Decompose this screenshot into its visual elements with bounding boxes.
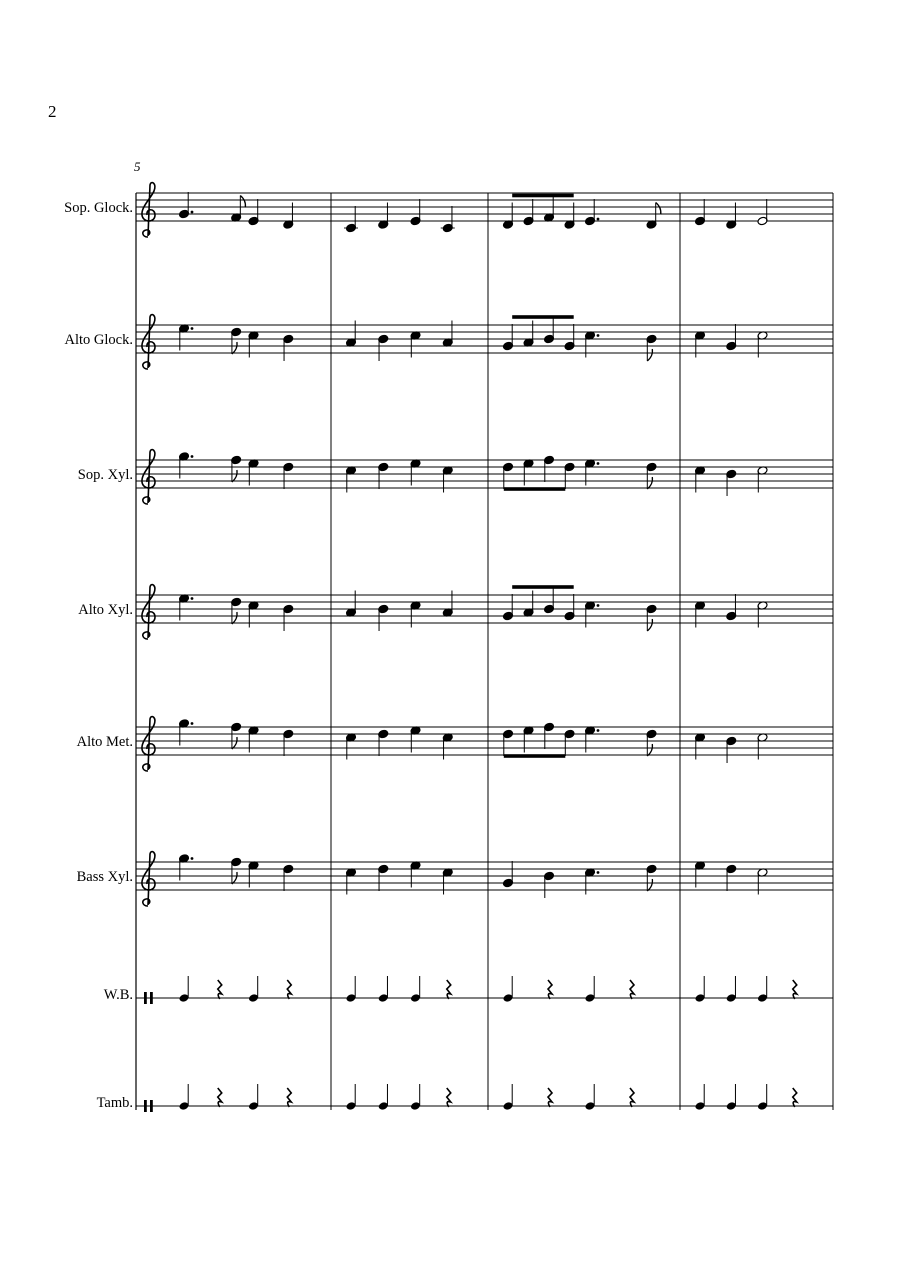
augmentation-dot bbox=[597, 871, 600, 874]
augmentation-dot bbox=[191, 857, 194, 860]
quarter-rest bbox=[548, 1088, 552, 1107]
augmentation-dot bbox=[597, 218, 600, 221]
percussion-clef bbox=[144, 1100, 147, 1112]
quarter-rest bbox=[218, 980, 222, 999]
eighth-flag bbox=[232, 612, 237, 624]
eighth-flag bbox=[240, 196, 245, 208]
augmentation-dot bbox=[597, 729, 600, 732]
augmentation-dot bbox=[191, 455, 194, 458]
quarter-rest bbox=[218, 1088, 222, 1107]
staff-2 bbox=[136, 450, 833, 504]
augmentation-dot bbox=[597, 462, 600, 465]
quarter-rest bbox=[287, 980, 291, 999]
label-alto-glock: Alto Glock. bbox=[64, 332, 133, 348]
beam bbox=[504, 754, 566, 758]
augmentation-dot bbox=[191, 327, 194, 330]
augmentation-dot bbox=[597, 334, 600, 337]
staff-5 bbox=[136, 852, 833, 906]
staff-7 bbox=[136, 1084, 833, 1112]
staff-6 bbox=[136, 976, 833, 1004]
augmentation-dot bbox=[191, 597, 194, 600]
eighth-flag bbox=[647, 349, 652, 361]
label-alto-met: Alto Met. bbox=[76, 734, 133, 750]
eighth-flag bbox=[647, 477, 652, 489]
staff-4 bbox=[136, 717, 833, 771]
eighth-flag bbox=[656, 203, 661, 215]
eighth-flag bbox=[647, 619, 652, 631]
label-wood-block: W.B. bbox=[103, 987, 133, 1003]
augmentation-dot bbox=[191, 211, 194, 214]
eighth-flag bbox=[232, 872, 237, 884]
quarter-rest bbox=[630, 980, 634, 999]
staff-3 bbox=[136, 585, 833, 639]
label-sop-xyl: Sop. Xyl. bbox=[77, 467, 133, 483]
augmentation-dot bbox=[597, 604, 600, 607]
eighth-flag bbox=[232, 342, 237, 354]
augmentation-dot bbox=[191, 722, 194, 725]
treble-clef bbox=[142, 585, 155, 639]
quarter-rest bbox=[447, 1088, 451, 1107]
quarter-rest bbox=[548, 980, 552, 999]
eighth-flag bbox=[647, 879, 652, 891]
beam bbox=[512, 194, 574, 198]
beam bbox=[512, 585, 574, 589]
percussion-clef bbox=[150, 992, 153, 1004]
label-alto-xyl: Alto Xyl. bbox=[78, 602, 133, 618]
treble-clef bbox=[142, 717, 155, 771]
quarter-rest bbox=[287, 1088, 291, 1107]
label-bass-xyl: Bass Xyl. bbox=[76, 869, 133, 885]
treble-clef bbox=[142, 315, 155, 369]
beam bbox=[504, 487, 566, 491]
treble-clef bbox=[142, 450, 155, 504]
eighth-flag bbox=[647, 744, 652, 756]
quarter-rest bbox=[793, 980, 797, 999]
eighth-flag bbox=[232, 737, 237, 749]
percussion-clef bbox=[150, 1100, 153, 1112]
page-number: 2 bbox=[48, 102, 57, 121]
eighth-flag bbox=[232, 470, 237, 482]
measure-number: 5 bbox=[134, 159, 141, 174]
quarter-rest bbox=[630, 1088, 634, 1107]
quarter-rest bbox=[447, 980, 451, 999]
treble-clef bbox=[142, 852, 155, 906]
label-tambourine: Tamb. bbox=[96, 1095, 133, 1111]
beam bbox=[512, 315, 574, 319]
quarter-rest bbox=[793, 1088, 797, 1107]
label-sop-glock: Sop. Glock. bbox=[64, 200, 133, 216]
staff-1 bbox=[136, 315, 833, 369]
staff-0 bbox=[136, 183, 833, 237]
treble-clef bbox=[142, 183, 155, 237]
percussion-clef bbox=[144, 992, 147, 1004]
